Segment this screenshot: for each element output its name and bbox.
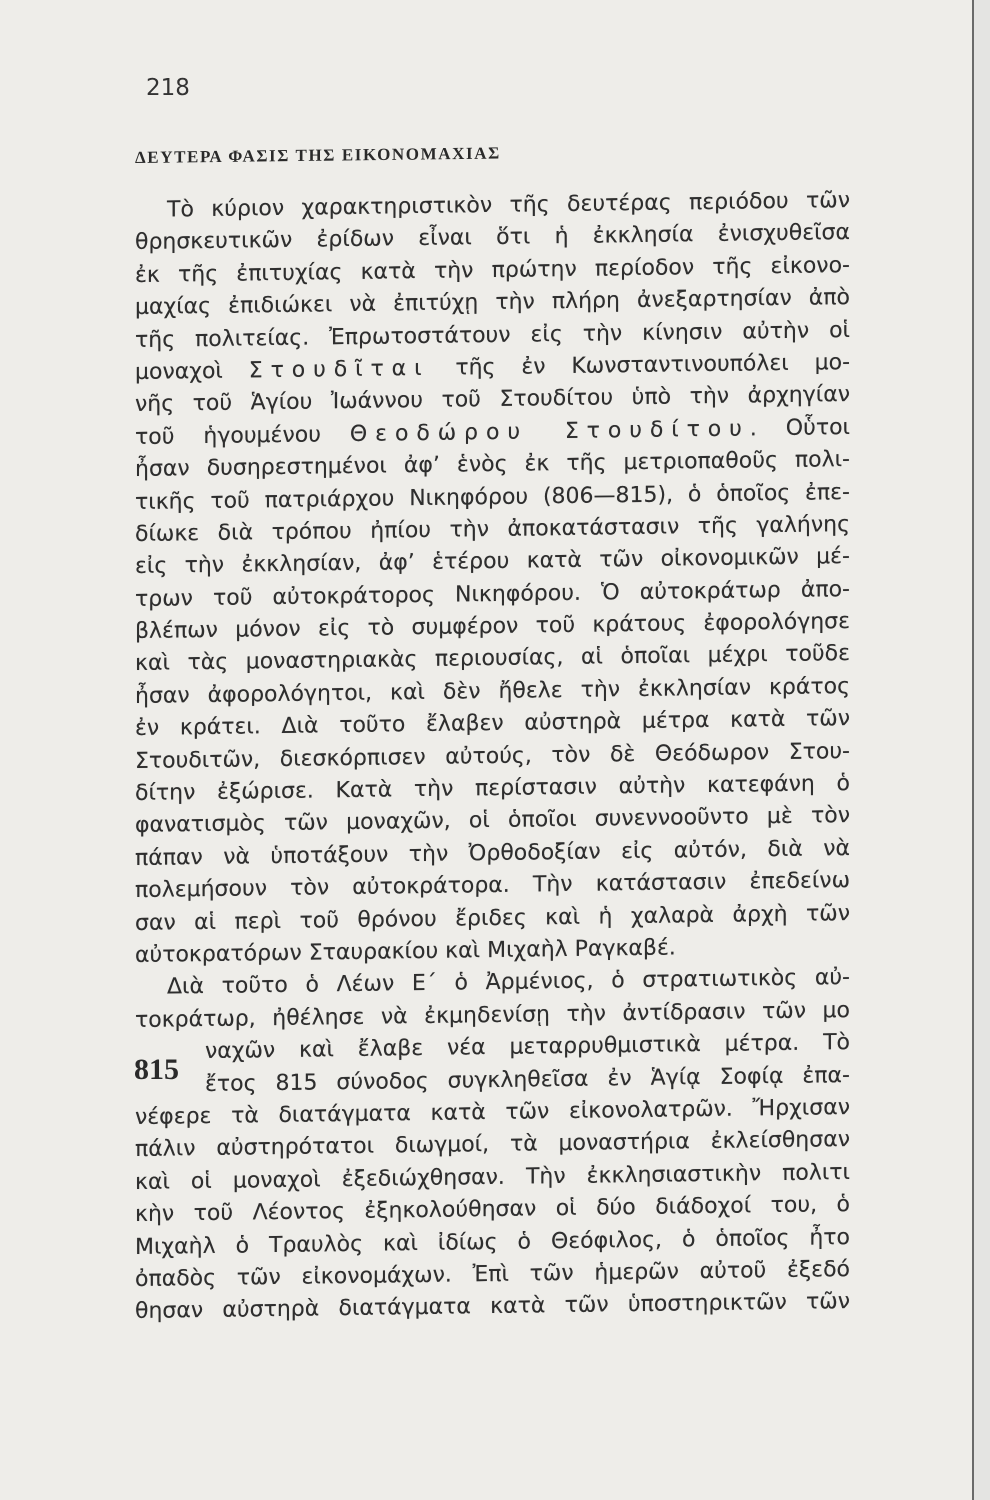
text-line: καὶ οἱ μοναχοὶ ἐξεδιώχθησαν. Τὴν ἐκκλησιαστικὴν πολιτι [135,1159,850,1195]
text-line: Τὸ κύριον χαρακτηριστικὸν τῆς δευτέρας περιόδου τῶν [167,188,850,223]
text-line: τικῆς τοῦ πατριάρχου Νικηφόρου (806—815), ὁ ὁποῖος ἐπε- [135,479,850,515]
text-line: ἦσαν ἀφορολόγητοι, καὶ δὲν ἤθελε τὴν ἐκκλησίαν κράτος [135,673,850,709]
text-line: τρων τοῦ αὐτοκράτορος Νικηφόρου. Ὁ αὐτοκράτωρ ἀπο- [135,576,850,612]
text-line: βλέπων μόνον εἰς τὸ συμφέρον τοῦ κράτους ἐφορολόγησε [135,609,850,645]
spaced-name: Στουδῖται [248,355,430,384]
text-line: φανατισμὸς τῶν μοναχῶν, οἱ ὁποῖοι συνεννοοῦντο μὲ τὸν [135,803,850,839]
text-line: νῆς τοῦ Ἁγίου Ἰωάννου τοῦ Στουδίτου ὑπὸ τὴν ἀρχηγίαν [135,382,850,418]
text-line: μαχίας ἐπιδιώκει νὰ ἐπιτύχῃ τὴν πλήρη ἀνεξαρτησίαν ἀπὸ [135,285,850,321]
text-line: δίτην ἐξώρισε. Κατὰ τὴν περίστασιν αὐτὴν κατεφάνη ὁ [135,771,850,807]
section-heading: ΔΕΥΤΕΡΑ ΦΑΣΙΣ ΤΗΣ ΕΙΚΟΝΟΜΑΧΙΑΣ [135,143,501,167]
text-line: ναχῶν καὶ ἔλαβε νέα μεταρρυθμιστικὰ μέτρα. Τὸ [205,1030,850,1065]
text-line: ἐκ τῆς ἐπιτυχίας κατὰ τὴν πρώτην περίοδον τῆς εἰκονο- [135,252,850,288]
page-edge [972,0,990,1500]
text-line: τῆς πολιτείας. Ἐπρωτοστάτουν εἰς τὴν κίνησιν αὐτὴν οἱ [135,317,850,353]
margin-year-note: 815 [134,1053,179,1086]
page-number: 218 [146,75,190,101]
line-segment: τοῦ ἡγουμένου [135,421,350,450]
line-segment: τῆς ἐν Κωνσταντινουπόλει μο- [429,349,851,381]
text-line: ἔτος 815 σύνοδος συγκληθεῖσα ἐν Ἁγίᾳ Σοφίᾳ ἐπα- [205,1062,850,1097]
text-line: Μιχαὴλ ὁ Τραυλὸς καὶ ἰδίως ὁ Θεόφιλος, ὁ ὁποῖος ἦτο [135,1224,850,1260]
text-line: ὀπαδὸς τῶν εἰκονομάχων. Ἐπὶ τῶν ἡμερῶν αὐτοῦ ἐξεδό [135,1256,850,1292]
text-line: Διὰ τοῦτο ὁ Λέων Ε΄ ὁ Ἀρμένιος, ὁ στρατιωτικὸς αὐ- [167,965,850,1000]
text-line: πολεμήσουν τὸν αὐτοκράτορα. Τὴν κατάστασιν ἐπεδείνω [135,868,850,904]
text-line: σαν αἱ περὶ τοῦ θρόνου ἔριδες καὶ ἡ χαλαρὰ ἀρχὴ τῶν [135,900,850,936]
text-line: πάπαν νὰ ὑποτάξουν τὴν Ὀρθοδοξίαν εἰς αὐτόν, διὰ νὰ [135,835,850,871]
text-line: θρησκευτικῶν ἐρίδων εἶναι ὅτι ἡ ἐκκλησία ἐνισχυθεῖσα [135,220,850,256]
text-line: τοκράτωρ, ἠθέλησε νὰ ἐκμηδενίσῃ τὴν ἀντίδρασιν τῶν μο [135,997,850,1033]
text-line: θησαν αὐστηρὰ διατάγματα κατὰ τῶν ὑποστηρικτῶν τῶν [135,1289,850,1325]
text-line: νέφερε τὰ διατάγματα κατὰ τῶν εἰκονολατρῶν. Ἤρχισαν [135,1094,850,1130]
text-line: κὴν τοῦ Λέοντος ἐξηκολούθησαν οἱ δύο διάδοχοί του, ὁ [135,1192,850,1228]
text-line: εἰς τὴν ἐκκλησίαν, ἀφ’ ἑτέρου κατὰ τῶν οἰκονομικῶν μέ- [135,544,850,580]
text-line: δίωκε διὰ τρόπου ἠπίου τὴν ἀποκατάστασιν τῆς γαλήνης [135,511,850,547]
text-line: ἦσαν δυσηρεστημένοι ἀφ’ ἑνὸς ἐκ τῆς μετριοπαθοῦς πολι- [135,447,850,483]
text-line: αὐτοκρατόρων Σταυρακίου καὶ Μιχαὴλ Ραγκαβέ. [135,935,676,968]
spaced-name: Θεοδώρου Στουδίτου [349,416,750,447]
line-segment: . Οὗτοι [749,414,850,442]
body-text [135,185,850,1329]
text-line: πάλιν αὐστηρότατοι διωγμοί, τὰ μοναστήρια ἐκλείσθησαν [135,1127,850,1163]
text-line: καὶ τὰς μοναστηριακὰς περιουσίας, αἱ ὁποῖαι μέχρι τοῦδε [135,641,850,677]
text-line: Στουδιτῶν, διεσκόρπισεν αὐτούς, τὸν δὲ Θεόδωρον Στου- [135,738,850,774]
text-line: ἐν κράτει. Διὰ τοῦτο ἔλαβεν αὐστηρὰ μέτρα κατὰ τῶν [135,706,850,742]
line-segment: μοναχοὶ [135,358,249,385]
